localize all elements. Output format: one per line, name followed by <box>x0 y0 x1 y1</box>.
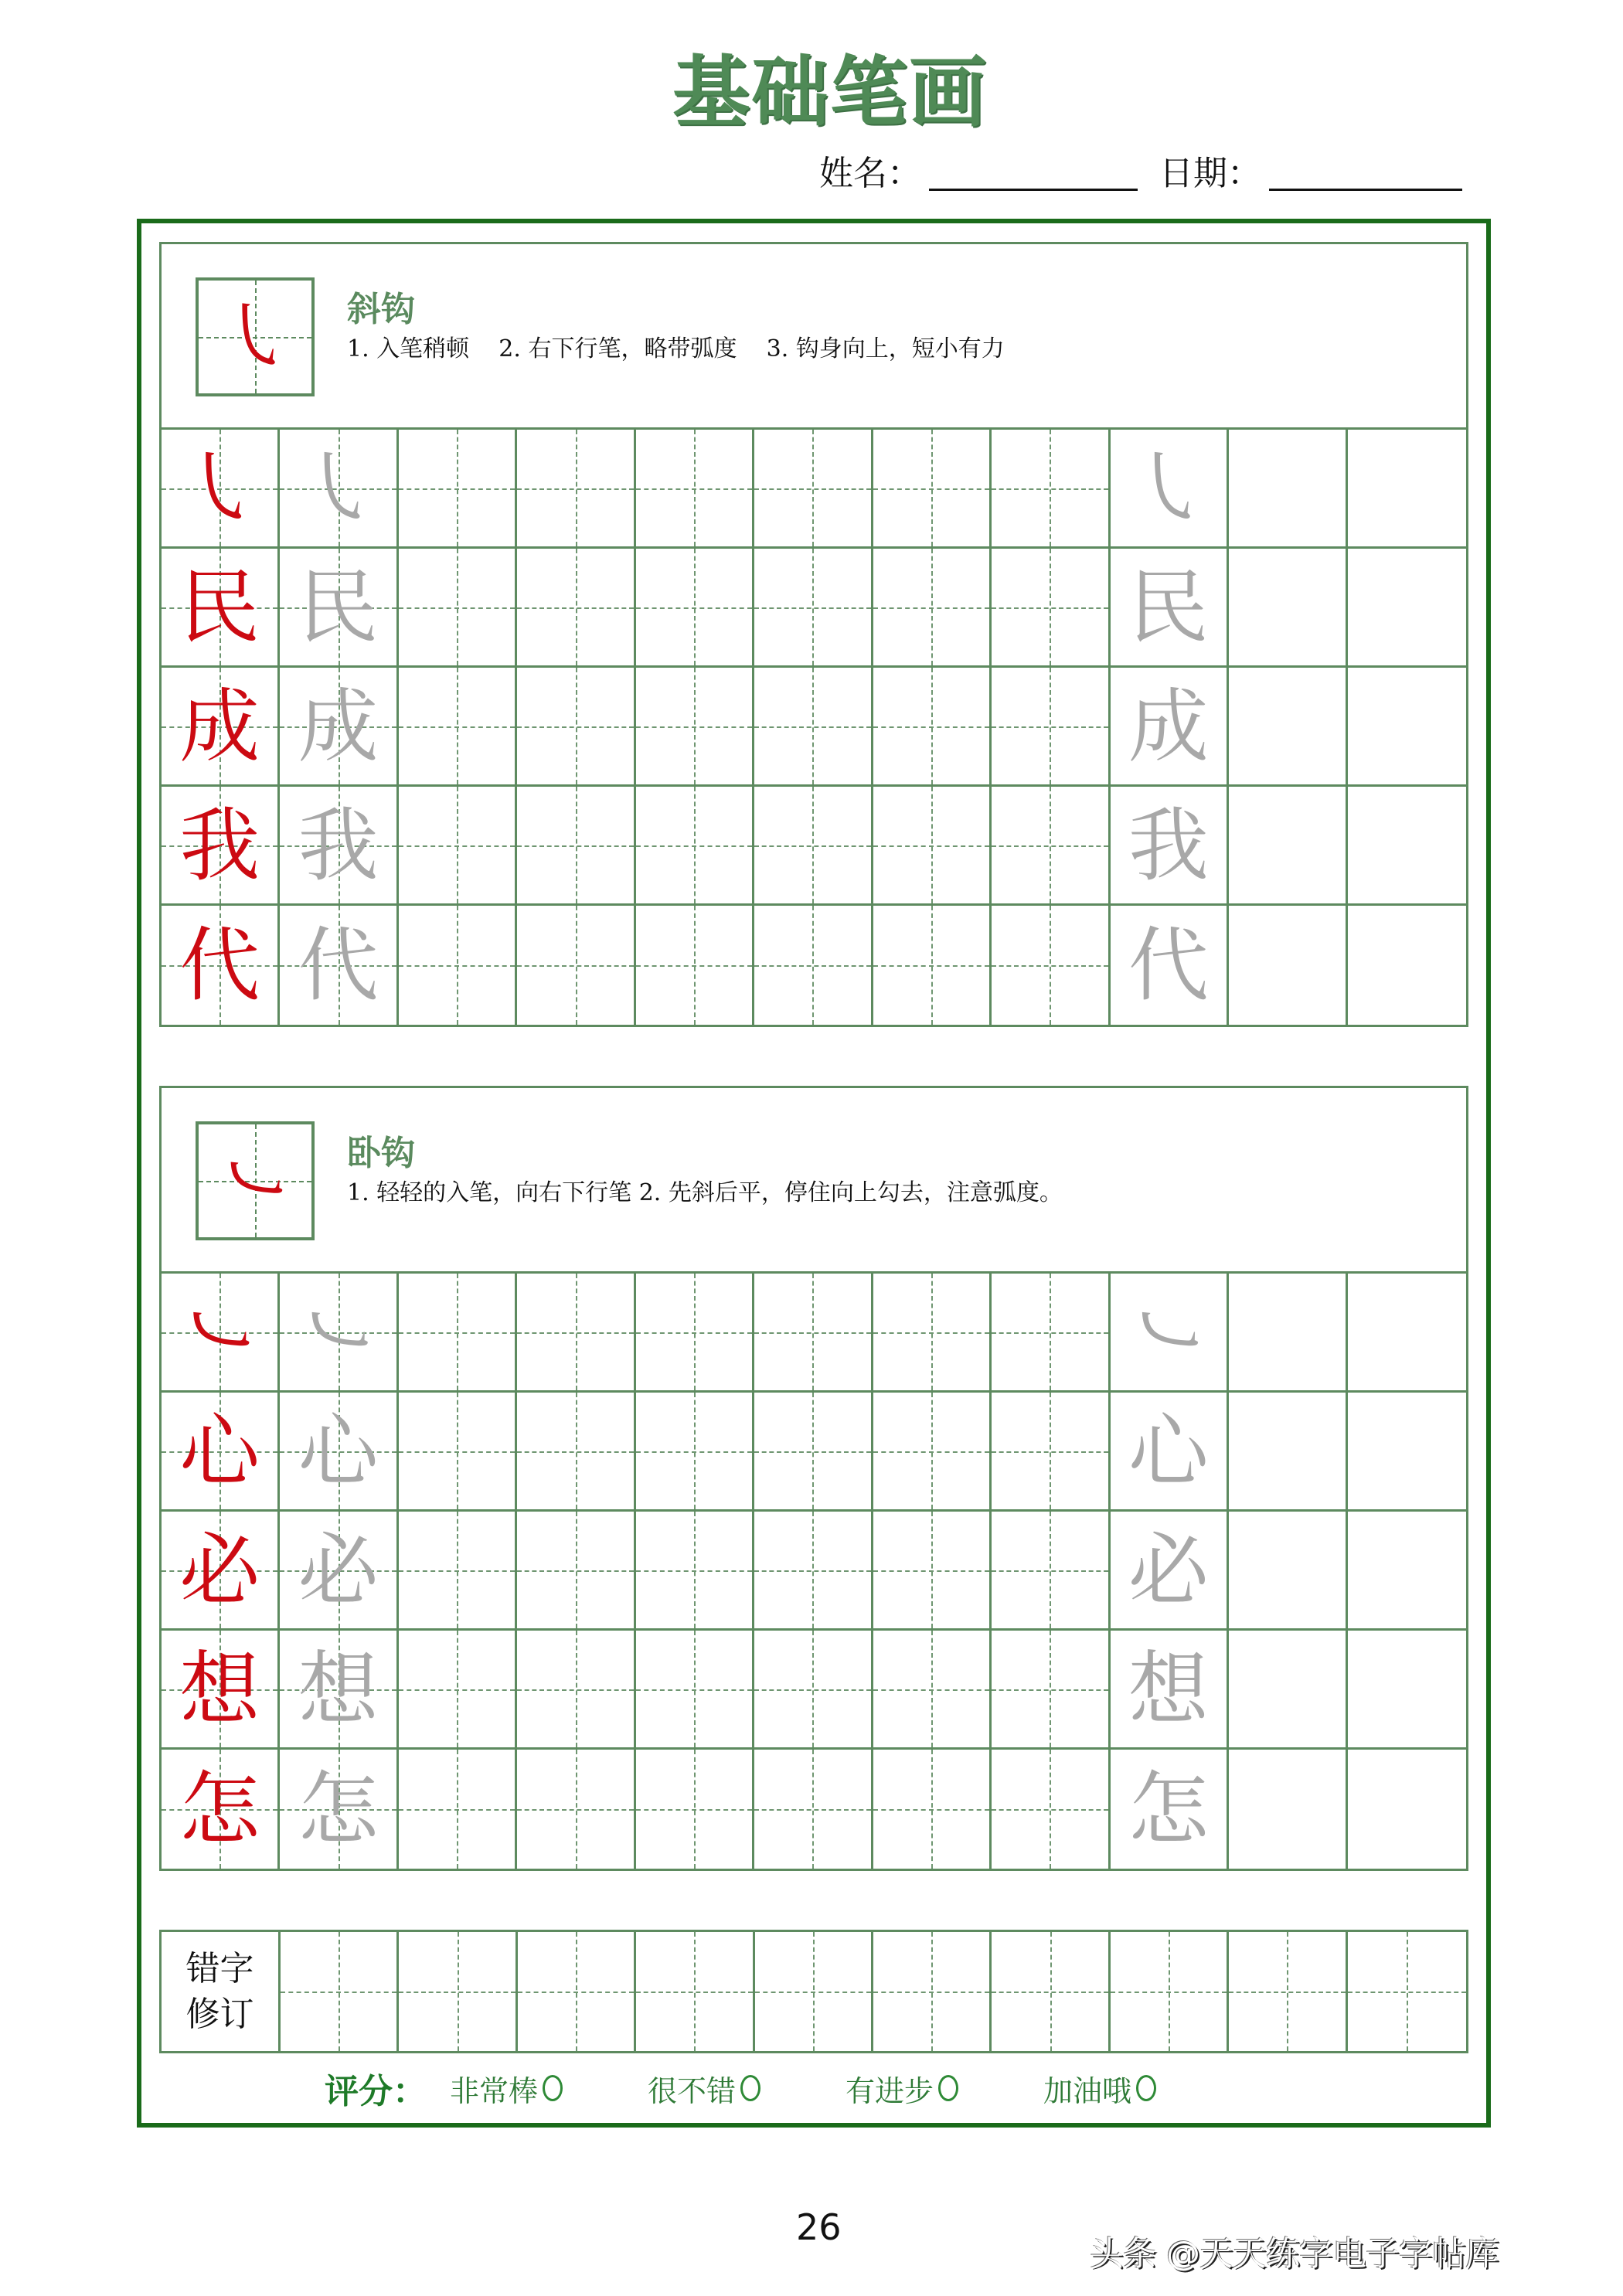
rating-label: 评分： <box>325 2072 427 2111</box>
practice-cell[interactable] <box>636 549 754 668</box>
stroke-section-2 <box>159 1086 1468 1871</box>
practice-cell[interactable] <box>280 906 398 1025</box>
practice-cell[interactable] <box>162 1750 280 1869</box>
practice-cell[interactable] <box>280 1393 398 1512</box>
practice-cell[interactable] <box>280 1750 398 1869</box>
section-header <box>162 244 1466 430</box>
practice-cell[interactable] <box>636 787 754 906</box>
model-character: 怎 <box>179 1762 260 1856</box>
practice-cell[interactable] <box>992 1393 1110 1512</box>
practice-cell[interactable] <box>517 787 635 906</box>
practice-cell[interactable] <box>1229 430 1347 549</box>
practice-cell[interactable] <box>636 1631 754 1750</box>
practice-cell[interactable] <box>1348 1512 1466 1631</box>
reference-character: 必 <box>1128 1522 1209 1617</box>
practice-cell[interactable] <box>399 906 517 1025</box>
practice-cell[interactable] <box>1229 1750 1347 1869</box>
practice-cell[interactable] <box>636 1274 754 1393</box>
model-character: 想 <box>179 1641 260 1736</box>
practice-cell[interactable] <box>754 1393 873 1512</box>
stroke-demo-box <box>196 277 315 396</box>
reference-character: ㇃ <box>1128 1284 1209 1379</box>
practice-cell[interactable] <box>1111 1274 1229 1393</box>
practice-cell[interactable] <box>754 906 873 1025</box>
reference-character: 怎 <box>1128 1762 1209 1856</box>
trace-character: 想 <box>298 1641 379 1736</box>
practice-cell[interactable] <box>1348 668 1466 787</box>
correction-cell[interactable] <box>281 1932 399 2051</box>
radio-circle-icon[interactable] <box>543 2075 563 2101</box>
practice-cell[interactable] <box>754 1750 873 1869</box>
practice-cell[interactable] <box>399 1274 517 1393</box>
practice-cell[interactable] <box>399 787 517 906</box>
model-character: 心 <box>179 1403 260 1498</box>
practice-cell[interactable] <box>1348 1750 1466 1869</box>
practice-cell[interactable] <box>1111 1393 1229 1512</box>
radio-circle-icon[interactable] <box>740 2075 760 2101</box>
practice-cell[interactable] <box>280 668 398 787</box>
model-character: 民 <box>179 560 260 655</box>
trace-character: ㇂ <box>298 440 379 536</box>
reference-character: 成 <box>1128 679 1209 774</box>
stroke-name: 卧钩 <box>347 1134 415 1173</box>
practice-cell[interactable] <box>162 787 280 906</box>
reference-character: ㇂ <box>1128 440 1209 536</box>
correction-cell[interactable] <box>755 1932 873 2051</box>
practice-cell[interactable] <box>636 668 754 787</box>
practice-cell[interactable] <box>1111 668 1229 787</box>
practice-cell[interactable] <box>280 430 398 549</box>
practice-cell[interactable] <box>1229 549 1347 668</box>
practice-cell[interactable] <box>1111 430 1229 549</box>
practice-cell[interactable] <box>992 1512 1110 1631</box>
practice-cell[interactable] <box>280 549 398 668</box>
practice-cell[interactable] <box>399 668 517 787</box>
practice-cell[interactable] <box>162 549 280 668</box>
trace-character: 必 <box>298 1522 379 1617</box>
practice-cell[interactable] <box>399 1512 517 1631</box>
correction-cell[interactable] <box>873 1932 992 2051</box>
practice-cell[interactable] <box>399 430 517 549</box>
practice-grid <box>162 430 1466 1025</box>
practice-cell[interactable] <box>754 1274 873 1393</box>
practice-cell[interactable] <box>1229 1274 1347 1393</box>
stroke-tips: 1. 入笔稍顿 2. 右下行笔，略带弧度 3. 钩身向上，短小有力 <box>347 335 1005 362</box>
practice-cell[interactable] <box>517 1631 635 1750</box>
section-header <box>162 1088 1466 1274</box>
practice-cell[interactable] <box>399 1750 517 1869</box>
practice-cell[interactable] <box>517 1750 635 1869</box>
practice-cell[interactable] <box>162 1274 280 1393</box>
name-label: 姓名： <box>819 154 921 193</box>
practice-cell[interactable] <box>280 1274 398 1393</box>
radio-circle-icon[interactable] <box>1136 2075 1156 2101</box>
practice-cell[interactable] <box>162 906 280 1025</box>
rating-option[interactable]: 非常棒 <box>450 2067 563 2110</box>
rating-option[interactable]: 有进步 <box>846 2067 958 2110</box>
practice-cell[interactable] <box>873 1274 992 1393</box>
practice-cell[interactable] <box>517 668 635 787</box>
practice-cell[interactable] <box>992 1750 1110 1869</box>
practice-cell[interactable] <box>636 1512 754 1631</box>
practice-cell[interactable] <box>1111 1631 1229 1750</box>
reference-character: 我 <box>1128 798 1209 893</box>
practice-cell[interactable] <box>162 1631 280 1750</box>
correction-cell[interactable] <box>992 1932 1110 2051</box>
practice-cell[interactable] <box>873 1393 992 1512</box>
practice-cell[interactable] <box>992 1631 1110 1750</box>
practice-cell[interactable] <box>162 1512 280 1631</box>
name-date-bar <box>819 155 1462 191</box>
practice-cell[interactable] <box>754 787 873 906</box>
practice-cell[interactable] <box>873 1750 992 1869</box>
trace-character: 民 <box>298 560 379 655</box>
practice-cell[interactable] <box>992 906 1110 1025</box>
correction-cells <box>281 1932 1466 2051</box>
practice-cell[interactable] <box>1229 1512 1347 1631</box>
trace-character: 我 <box>298 798 379 893</box>
practice-cell[interactable] <box>754 1512 873 1631</box>
practice-cell[interactable] <box>1348 430 1466 549</box>
practice-cell[interactable] <box>636 1750 754 1869</box>
trace-character: 怎 <box>298 1762 379 1856</box>
practice-cell[interactable] <box>517 549 635 668</box>
stroke-demo-glyph: ㇃ <box>218 1138 292 1224</box>
practice-cell[interactable] <box>517 430 635 549</box>
practice-cell[interactable] <box>754 1631 873 1750</box>
practice-cell[interactable] <box>992 787 1110 906</box>
practice-cell[interactable] <box>1229 668 1347 787</box>
practice-cell[interactable] <box>517 1274 635 1393</box>
page-title: 基础笔画 <box>672 47 988 138</box>
practice-cell[interactable] <box>399 549 517 668</box>
practice-cell[interactable] <box>162 1393 280 1512</box>
practice-cell[interactable] <box>1111 1512 1229 1631</box>
correction-cell[interactable] <box>399 1932 517 2051</box>
reference-character: 代 <box>1128 918 1209 1012</box>
practice-cell[interactable] <box>636 1393 754 1512</box>
stroke-demo-box <box>196 1121 315 1240</box>
correction-cell[interactable] <box>518 1932 636 2051</box>
trace-character: ㇃ <box>298 1284 379 1379</box>
practice-cell[interactable] <box>280 1631 398 1750</box>
practice-cell[interactable] <box>754 549 873 668</box>
practice-cell[interactable] <box>1111 787 1229 906</box>
practice-cell[interactable] <box>873 1631 992 1750</box>
model-character: 必 <box>179 1522 260 1617</box>
practice-cell[interactable] <box>1111 1750 1229 1869</box>
reference-character: 民 <box>1128 560 1209 655</box>
practice-grid <box>162 1274 1466 1869</box>
practice-cell[interactable] <box>873 668 992 787</box>
practice-cell[interactable] <box>162 430 280 549</box>
model-character: 我 <box>179 798 260 893</box>
practice-cell[interactable] <box>873 1512 992 1631</box>
practice-cell[interactable] <box>517 1512 635 1631</box>
practice-cell[interactable] <box>1229 787 1347 906</box>
practice-cell[interactable] <box>1348 1631 1466 1750</box>
practice-cell[interactable] <box>1111 549 1229 668</box>
practice-cell[interactable] <box>992 430 1110 549</box>
trace-character: 成 <box>298 679 379 774</box>
reference-character: 心 <box>1128 1403 1209 1498</box>
practice-cell[interactable] <box>992 668 1110 787</box>
practice-cell[interactable] <box>873 787 992 906</box>
correction-cell[interactable] <box>1111 1932 1229 2051</box>
practice-cell[interactable] <box>636 906 754 1025</box>
date-label: 日期： <box>1159 154 1261 193</box>
practice-cell[interactable] <box>517 1393 635 1512</box>
name-field[interactable] <box>929 155 1138 191</box>
practice-cell[interactable] <box>992 1274 1110 1393</box>
practice-cell[interactable] <box>280 787 398 906</box>
model-character: 成 <box>179 679 260 774</box>
practice-cell[interactable] <box>162 668 280 787</box>
practice-cell[interactable] <box>873 549 992 668</box>
practice-cell[interactable] <box>1229 1393 1347 1512</box>
model-character: ㇂ <box>179 440 260 536</box>
reference-character: 想 <box>1128 1641 1209 1736</box>
correction-cell[interactable] <box>1229 1932 1347 2051</box>
rating-option[interactable]: 很不错 <box>648 2067 760 2110</box>
model-character: 代 <box>179 918 260 1012</box>
practice-cell[interactable] <box>1348 1274 1466 1393</box>
practice-cell[interactable] <box>1348 787 1466 906</box>
practice-cell[interactable] <box>1229 906 1347 1025</box>
model-character: ㇃ <box>179 1284 260 1379</box>
practice-cell[interactable] <box>399 1393 517 1512</box>
watermark: 头条 @天天练字电子字帖库 <box>1090 2234 1499 2274</box>
rating-option[interactable]: 加油哦 <box>1043 2067 1156 2110</box>
rating-bar <box>325 2063 1241 2113</box>
practice-cell[interactable] <box>754 430 873 549</box>
radio-circle-icon[interactable] <box>938 2075 958 2101</box>
practice-cell[interactable] <box>280 1512 398 1631</box>
stroke-section-1 <box>159 242 1468 1027</box>
page-number: 26 <box>796 2206 842 2248</box>
practice-cell[interactable] <box>873 430 992 549</box>
practice-cell[interactable] <box>1348 1393 1466 1512</box>
stroke-name: 斜钩 <box>347 290 415 329</box>
practice-cell[interactable] <box>399 1631 517 1750</box>
trace-character: 代 <box>298 918 379 1012</box>
practice-cell[interactable] <box>873 906 992 1025</box>
date-field[interactable] <box>1269 155 1462 191</box>
practice-cell[interactable] <box>754 668 873 787</box>
practice-cell[interactable] <box>1348 549 1466 668</box>
trace-character: 心 <box>298 1403 379 1498</box>
correction-cell[interactable] <box>1348 1932 1466 2051</box>
correction-cell[interactable] <box>636 1932 754 2051</box>
correction-label: 错字 修订 <box>162 1932 281 2051</box>
practice-cell[interactable] <box>517 906 635 1025</box>
correction-row <box>159 1930 1468 2053</box>
practice-cell[interactable] <box>1111 906 1229 1025</box>
practice-cell[interactable] <box>992 549 1110 668</box>
stroke-demo-glyph: ㇂ <box>218 294 292 380</box>
practice-cell[interactable] <box>636 430 754 549</box>
practice-cell[interactable] <box>1229 1631 1347 1750</box>
practice-cell[interactable] <box>1348 906 1466 1025</box>
stroke-tips: 1. 轻轻的入笔，向右下行笔 2. 先斜后平，停住向上勾去，注意弧度。 <box>347 1179 1063 1206</box>
